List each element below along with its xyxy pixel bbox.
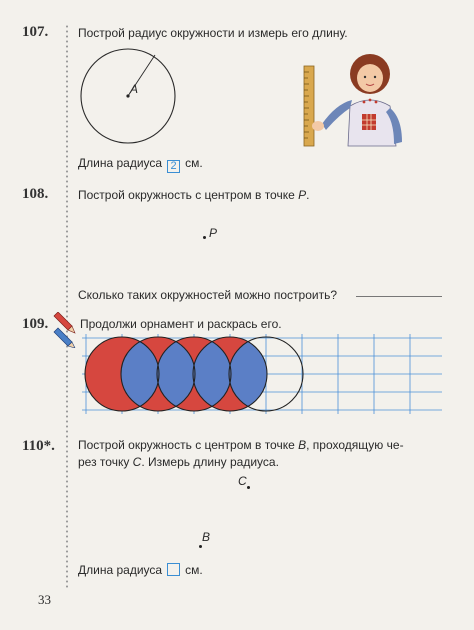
task-110-point-b-label: B	[202, 530, 211, 544]
task-109-instruction: Продолжи орнамент и раскрась его.	[80, 317, 282, 331]
task-107-answer-prefix: Длина радиуса	[78, 156, 163, 170]
task-108-point-label: P	[209, 226, 218, 240]
task-109-number: 109.	[22, 316, 49, 332]
task-110-answer-prefix: Длина радиуса	[78, 563, 163, 577]
task-107-number: 107.	[22, 24, 49, 40]
task-107-instruction: Построй радиус окружности и измерь его длину.	[78, 26, 348, 40]
task-110-answer-box[interactable]	[167, 563, 180, 576]
task-107-answer-box[interactable]: 2	[167, 160, 180, 173]
task-110-point-c-label: C	[238, 474, 247, 488]
task-107-point-label: A	[130, 82, 139, 96]
task-108-question: Сколько таких окружностей можно построить?	[78, 288, 338, 302]
task-108-instruction-end: .	[306, 188, 310, 202]
task-110-line1-c: , проходящую че-	[306, 438, 404, 452]
task-110-point-b	[199, 545, 202, 548]
task-107-answer-unit: см.	[185, 156, 203, 170]
task-110-point-c	[247, 486, 250, 489]
task-110-line1-b: B	[298, 438, 307, 452]
task-110-line2-a: рез точку	[78, 455, 130, 469]
task-110-line2-c: . Измерь длину радиуса.	[141, 455, 279, 469]
task-110-line2-b: C	[132, 455, 142, 469]
task-110-answer-unit: см.	[185, 563, 203, 577]
task-108-instruction-point: P	[298, 188, 307, 202]
task-108-number: 108.	[22, 186, 49, 202]
page-number: 33	[38, 592, 51, 607]
task-110-answer	[78, 562, 203, 579]
task-110-line-2	[78, 454, 279, 471]
task-110-line1-a: Построй окружность с центром в точке	[78, 438, 295, 452]
task-110-line-1	[78, 437, 404, 454]
task-108-instruction-text: Построй окружность с центром в точке	[78, 188, 295, 202]
task-110-number: 110*.	[22, 438, 55, 454]
